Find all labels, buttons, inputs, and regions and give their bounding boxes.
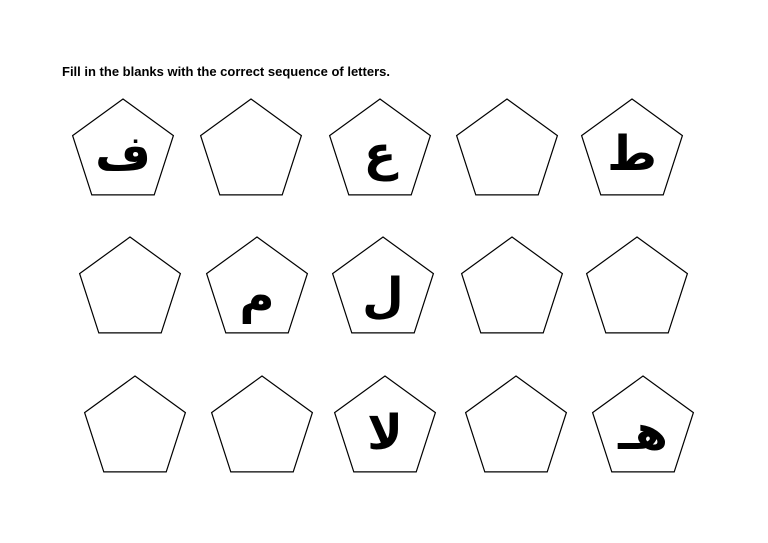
arabic-letter: ط [607,126,657,182]
pentagon-cell-1-5 [582,99,683,195]
worksheet-instruction: Fill in the blanks with the correct sequence of letters. [62,64,390,79]
pentagon-shape [212,376,313,472]
arabic-letter: م [239,268,275,324]
pentagon-cell-2-5[interactable] [587,237,688,333]
pentagon-cell-3-5 [593,376,694,472]
pentagon-shape [201,99,302,195]
arabic-letter: ع [363,126,397,182]
pentagon-shape [587,237,688,333]
pentagon-cell-3-1[interactable] [85,376,186,472]
pentagon-cell-2-4[interactable] [462,237,563,333]
pentagon-cell-1-4[interactable] [457,99,558,195]
pentagon-cell-1-3 [330,99,431,195]
pentagon-cell-2-2 [207,237,308,333]
pentagon-shape [85,376,186,472]
pentagon-cell-2-3 [333,237,434,333]
pentagon-shape [462,237,563,333]
pentagon-cell-3-3 [335,376,436,472]
pentagon-shape [80,237,181,333]
arabic-letter: ل [362,268,404,324]
arabic-letter: هـ [618,405,668,461]
pentagon-cell-3-4[interactable] [466,376,567,472]
arabic-letter: ف [95,126,151,182]
pentagon-shape [466,376,567,472]
pentagon-cell-3-2[interactable] [212,376,313,472]
pentagon-cell-1-1 [73,99,174,195]
arabic-letter: لا [367,405,403,461]
pentagon-shape [457,99,558,195]
pentagon-cell-1-2[interactable] [201,99,302,195]
pentagon-cell-2-1[interactable] [80,237,181,333]
